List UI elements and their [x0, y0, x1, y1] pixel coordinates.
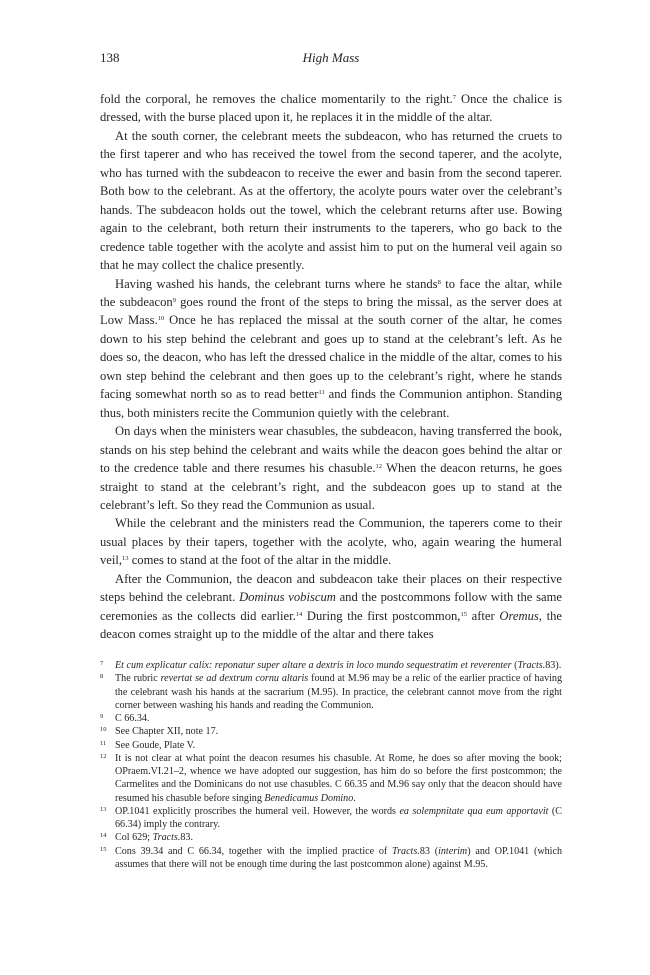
- footnote-marker: 15: [100, 845, 107, 853]
- text-run: comes to stand at the foot of the altar in the middle.: [128, 553, 392, 568]
- text-run: and finds the Communion antiphon. Standing thus, both ministers recite the Communion quietly with the celebrant.: [100, 387, 562, 420]
- text-run: It is not clear at what point the deacon resumes his chasuble. At Rome, he does so after moving the book; OPraem.VI.21–2, whence we have adopted our suggestion, has him do so before the first postcommon; the Carmelites and the Dominicans do not use chasubles. C 66.35 and M.96 say only that the deacon should have resumed his chasuble before singing: [115, 752, 562, 804]
- text-run: (C 66.34) imply the contrary.: [115, 805, 562, 830]
- text-run: , the deacon comes straight up to the middle of the altar and there takes: [100, 608, 562, 642]
- italic-text: Oremus: [499, 608, 539, 623]
- footnote-marker: 13: [100, 805, 107, 813]
- footnote-reference: 13: [122, 555, 129, 563]
- footnotes: [100, 659, 562, 871]
- footnote-reference: 9: [172, 296, 176, 304]
- body-paragraph: [100, 127, 562, 275]
- text-run: after: [466, 608, 500, 623]
- text-run: fold the corporal, he removes the chalice momentarily to the right.: [100, 92, 453, 106]
- text-run: See Goude, Plate V.: [115, 739, 196, 751]
- italic-text: interim: [438, 845, 468, 857]
- footnote: [100, 845, 562, 872]
- footnote: [100, 725, 562, 738]
- page-number: 138: [100, 50, 120, 65]
- text-run: The rubric: [115, 673, 161, 685]
- text-run: 83).: [545, 660, 562, 671]
- text-run: .: [353, 792, 356, 804]
- footnote-reference: 14: [295, 610, 303, 618]
- text-run: to face the altar, while the subdeacon: [100, 276, 562, 309]
- text-run: Once he has replaced the missal at the south corner of the altar, he comes down to his step behind the celebrant and goes up to stand at the celebrant’s left. As he does so, the deacon, who has left the dressed chalice in the middle of the altar, comes to his own step behind the celebrant and then goes up to the celebrant’s right, where he stands facing somewhat north so as to read better: [100, 313, 562, 402]
- text-run: (: [511, 660, 518, 671]
- footnote-reference: 15: [460, 610, 467, 618]
- body-paragraph: [100, 90, 562, 127]
- footnote-marker: 10: [100, 726, 107, 734]
- footnote-reference: 10: [157, 315, 165, 323]
- footnote-marker: 12: [100, 752, 107, 760]
- text-run: When the deacon returns, he goes straight to stand at the celebrant’s right, and the subdeacon goes up to stand at the celebrant’s left. So they read the Communion as usual.: [100, 461, 562, 512]
- footnote: [100, 712, 562, 725]
- italic-text: Tracts.: [392, 845, 420, 857]
- running-header: [100, 48, 562, 68]
- footnote: [100, 831, 562, 844]
- italic-text: revertat se ad dextrum cornu altaris: [160, 673, 309, 685]
- footnote: [100, 739, 562, 752]
- footnote-reference: 8: [437, 278, 441, 286]
- italic-text: Tracts.: [517, 660, 546, 671]
- italic-text: Tracts.: [152, 832, 181, 844]
- footnote: [100, 672, 562, 712]
- text-run: While the celebrant and the ministers read the Communion, the taperers come to their usual places by their tapers, together with the acolyte, who, again wearing the humeral veil,: [100, 516, 562, 568]
- footnote: [100, 659, 562, 672]
- body-text: [100, 90, 562, 644]
- italic-text: ea solempnitate qua eum apportavit: [399, 805, 549, 817]
- footnote-marker: 11: [100, 739, 107, 747]
- footnote-marker: 8: [100, 673, 104, 681]
- text-run: OP.1041 explicitly proscribes the humeral veil. However, the words: [115, 805, 400, 817]
- body-paragraph: [100, 570, 562, 644]
- text-run: goes round the front of the steps to bring the missal, as the server does at Low Mass.: [100, 294, 562, 328]
- text-run: Having washed his hands, the celebrant turns where he stands: [115, 276, 438, 291]
- text-run: Col 629;: [115, 832, 153, 844]
- text-run: At the south corner, the celebrant meets the subdeacon, who has returned the cruets to the first taperer and who has received the towel from the second taperer, and the acolyte, who has turned with the subdeacon to receive the ewer and basin from the second taperer. Both bow to the celebrant. As at the offertory, the acolyte pours water over the celebrant’s hands. The subdeacon holds out the towel, which the celebrant returns after use. Bowing again to the celebrant, both return their instruments to the taperers, who go back to the credence table together with the acolyte and assist him to put on the humeral veil again so that he may collect the chalice presently.: [100, 128, 562, 273]
- text-run: During the first postcommon,: [302, 608, 461, 623]
- text-run: and the postcommons follow with the same ceremonies as the collects did earlier.: [100, 590, 562, 623]
- footnote-marker: 14: [100, 832, 107, 840]
- text-run: See Chapter XII, note 17.: [115, 726, 219, 738]
- footnote-reference: 11: [318, 389, 325, 397]
- text-run: found at M.96 may be a relic of the earlier practice of having the celebrant wash his hands at the sacrarium (M.95). In practice, the celebrant cannot move from the right corner between washing his hands and reading the Communion.: [115, 673, 563, 711]
- text-run: C 66.34.: [115, 713, 150, 724]
- text-run: After the Communion, the deacon and subdeacon take their places on their respective steps behind the celebrant.: [100, 571, 562, 605]
- footnote-marker: 9: [100, 713, 104, 720]
- italic-text: Benedicamus Domino: [264, 792, 354, 804]
- text-run: Once the chalice is dressed, with the burse placed upon it, he replaces it in the middle of the altar.: [100, 92, 562, 125]
- text-run: ) and OP.1041 (which assumes that there will not be enough time during the last postcommon alone) against M.95.: [115, 845, 563, 870]
- italic-text: Et cum explicatur calix: reponatur super altare a dextris in loco mundo sequestratim et reverenter: [115, 660, 512, 671]
- body-paragraph: [100, 275, 562, 423]
- footnote-reference: 12: [375, 463, 383, 471]
- italic-text: Dominus vobiscum: [239, 590, 336, 605]
- text-run: 83.: [180, 832, 193, 844]
- footnote: [100, 805, 562, 832]
- text-run: Cons 39.34 and C 66.34, together with the implied practice of: [115, 845, 393, 857]
- footnote: [100, 752, 562, 805]
- footnote-reference: 7: [452, 94, 457, 101]
- body-paragraph: [100, 422, 562, 514]
- body-paragraph: [100, 514, 562, 569]
- running-title: High Mass: [302, 50, 360, 65]
- footnote-marker: 7: [100, 660, 104, 667]
- text-run: On days when the ministers wear chasubles, the subdeacon, having transferred the book, stands on his step behind the celebrant and waits while the deacon goes behind the altar or to the credence table and there resumes his chasuble.: [100, 424, 562, 476]
- text-run: 83 (: [419, 845, 439, 857]
